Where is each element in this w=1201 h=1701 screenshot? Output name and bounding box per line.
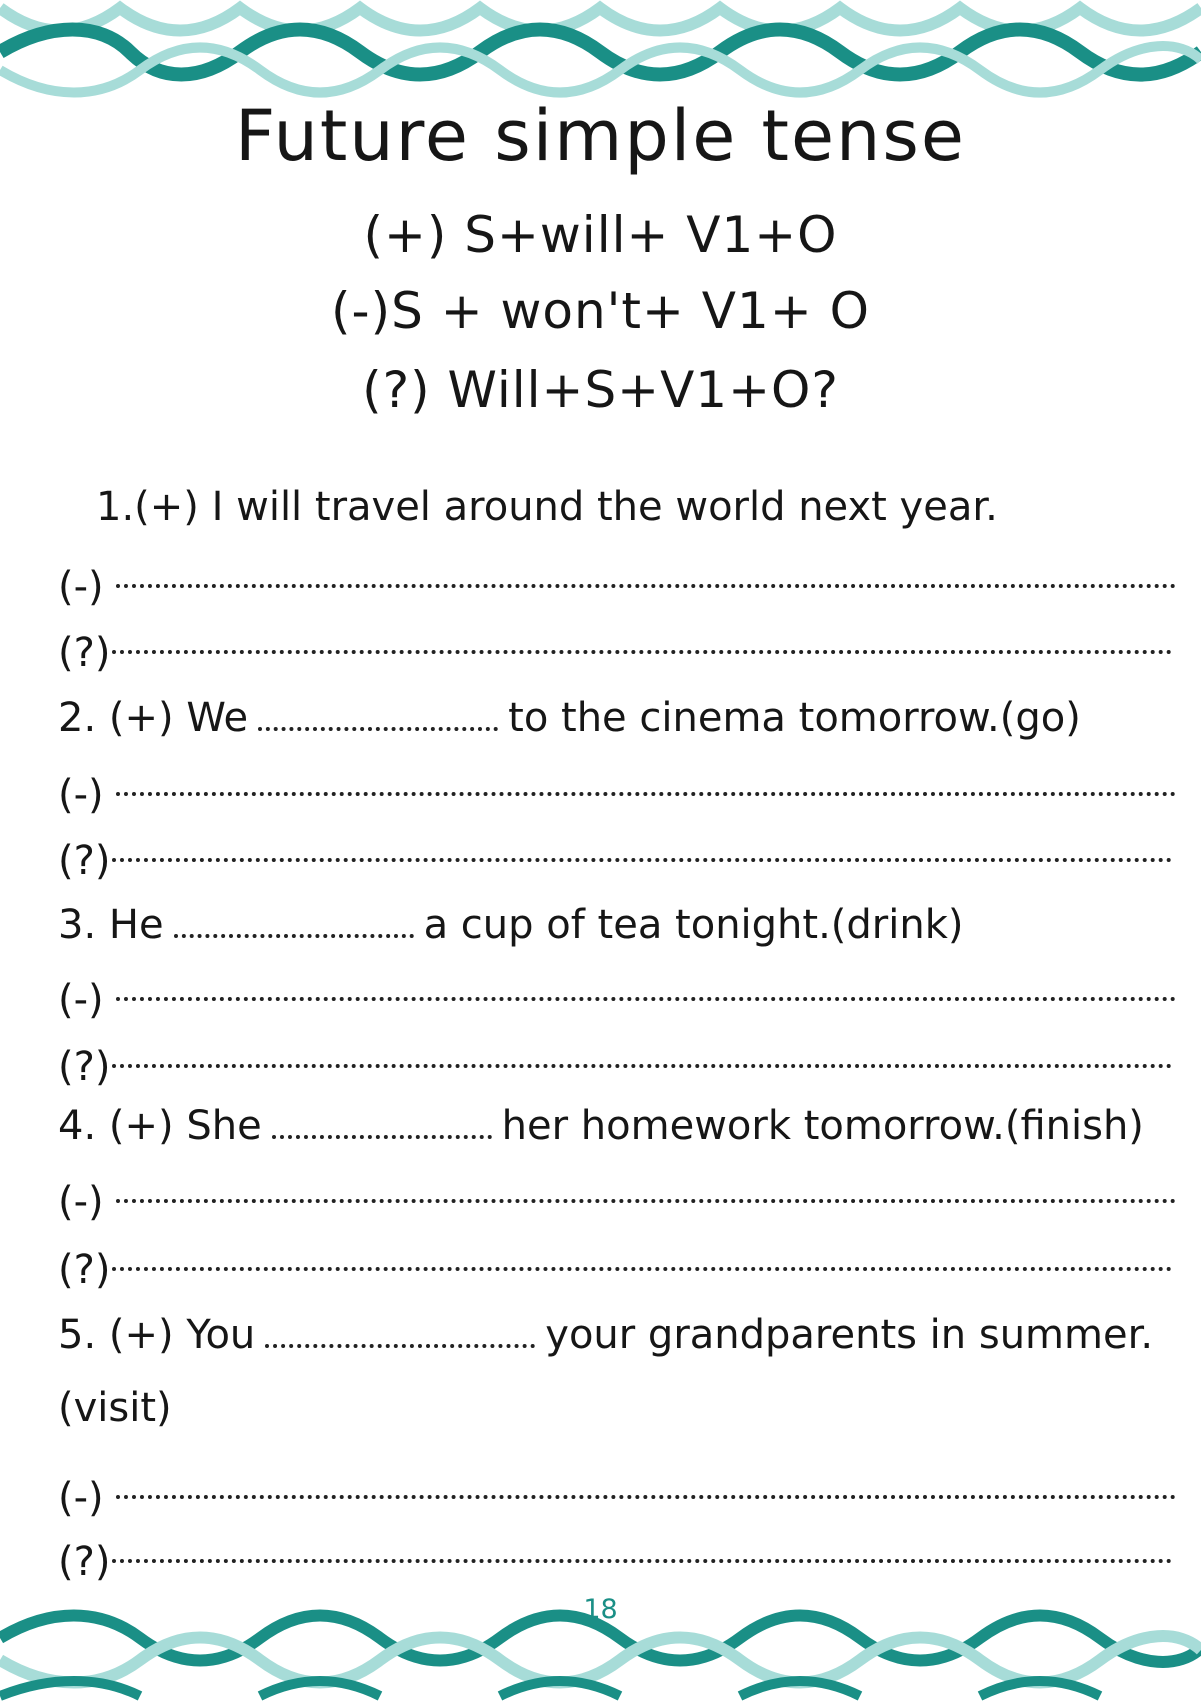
exercise-5-verb: (visit) [58, 1385, 172, 1431]
exercise-2-sentence [58, 693, 1081, 743]
exercise-4-blank[interactable] [272, 1127, 492, 1139]
exercise-3-sentence [58, 900, 963, 950]
exercise-1-sentence: 1.(+) I will travel around the world next year. [96, 484, 998, 530]
exercise-1-negative-label: (-) [58, 564, 104, 610]
exercise-4-question-label: (?) [58, 1247, 111, 1293]
page-number: 18 [583, 1594, 618, 1625]
exercise-1-question-label: (?) [58, 630, 111, 676]
exercise-3-negative-answer[interactable] [116, 997, 1176, 1001]
exercise-3-blank[interactable] [174, 926, 414, 938]
exercise-3-prefix: 3. He [58, 902, 164, 948]
exercise-1-negative-answer[interactable] [116, 584, 1176, 588]
exercise-5-question-answer[interactable] [112, 1559, 1172, 1563]
exercise-5-sentence [58, 1310, 1153, 1360]
exercise-2-negative-answer[interactable] [116, 792, 1176, 796]
page-title: Future simple tense [235, 95, 966, 177]
exercise-2-question-answer[interactable] [112, 858, 1172, 862]
exercise-4-suffix: her homework tomorrow.(finish) [501, 1103, 1144, 1149]
exercise-5-negative-answer[interactable] [116, 1495, 1176, 1499]
exercise-5-suffix: your grandparents in summer. [545, 1312, 1154, 1358]
exercise-3-question-answer[interactable] [112, 1064, 1172, 1068]
exercise-3-question-label: (?) [58, 1044, 111, 1090]
exercise-2-question-label: (?) [58, 838, 111, 884]
exercise-5-prefix: 5. (+) You [58, 1312, 256, 1358]
exercise-1-question-answer[interactable] [112, 650, 1172, 654]
exercise-3-suffix: a cup of tea tonight.(drink) [423, 902, 964, 948]
exercise-5-blank[interactable] [265, 1336, 535, 1348]
exercise-4-prefix: 4. (+) She [58, 1103, 262, 1149]
exercise-2-prefix: 2. (+) We [58, 695, 249, 741]
exercise-4-sentence [58, 1101, 1144, 1151]
exercise-5-question-label: (?) [58, 1539, 111, 1585]
formula-negative: (-)S + won't+ V1+ O [331, 282, 870, 340]
exercise-4-negative-label: (-) [58, 1179, 104, 1225]
exercise-2-blank[interactable] [258, 719, 498, 731]
exercise-3-negative-label: (-) [58, 977, 104, 1023]
exercise-2-suffix: to the cinema tomorrow.(go) [508, 695, 1081, 741]
formula-positive: (+) S+will+ V1+O [363, 206, 838, 264]
exercise-2-negative-label: (-) [58, 772, 104, 818]
exercise-4-negative-answer[interactable] [116, 1199, 1176, 1203]
exercise-5-negative-label: (-) [58, 1475, 104, 1521]
exercise-4-question-answer[interactable] [112, 1267, 1172, 1271]
formula-question: (?) Will+S+V1+O? [362, 361, 839, 419]
